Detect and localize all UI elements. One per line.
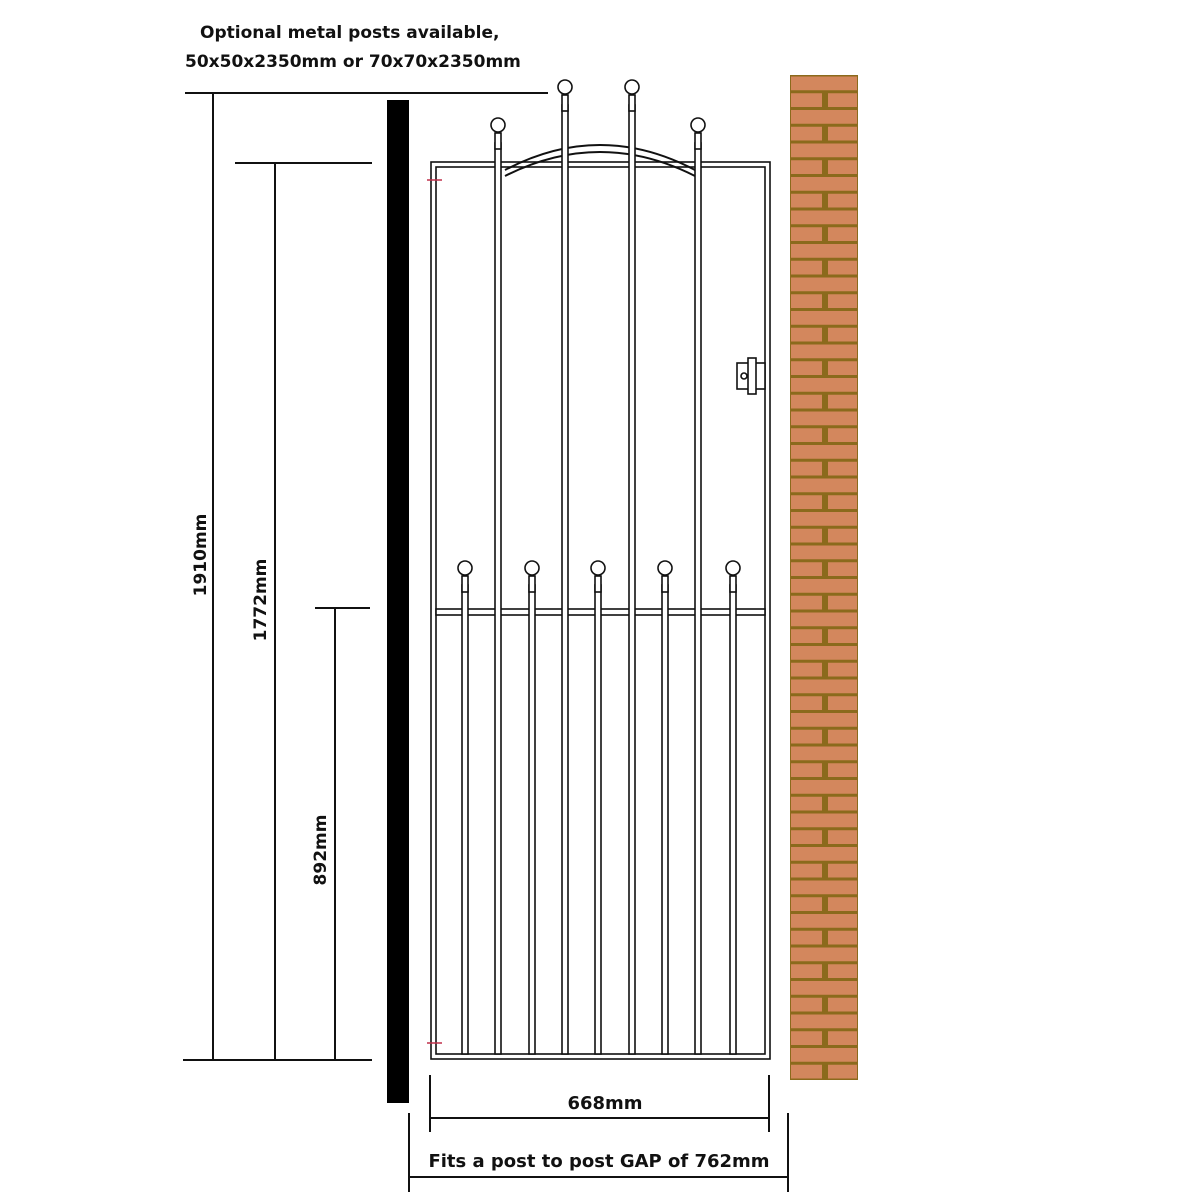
brick	[791, 931, 822, 945]
brick	[791, 395, 822, 409]
brick	[791, 211, 857, 225]
brick	[791, 110, 857, 124]
gate	[427, 80, 770, 1059]
finial-ball	[458, 561, 472, 575]
brick	[791, 345, 857, 359]
brick	[791, 495, 822, 509]
header-line-1: Optional metal posts available,	[200, 23, 500, 43]
brick	[791, 127, 822, 141]
metal-post	[387, 100, 409, 1103]
brick	[791, 864, 822, 878]
brick	[791, 244, 857, 258]
brick	[791, 428, 822, 442]
brick	[791, 144, 857, 158]
brick	[791, 629, 822, 643]
gate-height-label: 1772mm	[251, 558, 271, 642]
finial-collar	[695, 133, 701, 149]
brick	[791, 797, 822, 811]
brick	[791, 847, 857, 861]
brick	[791, 814, 857, 828]
brick	[828, 395, 857, 409]
brick	[791, 680, 857, 694]
brick	[791, 713, 857, 727]
brick	[828, 629, 857, 643]
post-gap-dimension	[409, 1113, 788, 1192]
brick	[828, 428, 857, 442]
brick	[791, 646, 857, 660]
brick	[791, 747, 857, 761]
brick	[828, 294, 857, 308]
brick	[828, 1031, 857, 1045]
finial-collar	[730, 576, 736, 592]
brick	[828, 830, 857, 844]
brick	[791, 663, 822, 677]
brick	[828, 696, 857, 710]
finial-collar	[629, 95, 635, 111]
brick	[791, 948, 857, 962]
brick	[791, 562, 822, 576]
finial-ball	[591, 561, 605, 575]
lower-gate-bar	[595, 585, 601, 1054]
brick	[828, 964, 857, 978]
brick	[791, 462, 822, 476]
brick	[828, 361, 857, 375]
width-dimension-668	[430, 1075, 769, 1132]
finial-ball	[491, 118, 505, 132]
brick	[828, 562, 857, 576]
brick	[791, 696, 822, 710]
brick	[791, 596, 822, 610]
finial-collar	[495, 133, 501, 149]
brick	[828, 462, 857, 476]
brick	[791, 881, 857, 895]
brick	[791, 261, 822, 275]
lower-gate-bar	[462, 585, 468, 1054]
brick	[791, 897, 822, 911]
wall-mortar	[790, 75, 858, 1080]
brick	[791, 378, 857, 392]
gate-bar	[695, 143, 701, 1054]
brick	[791, 77, 857, 91]
brick	[791, 1065, 822, 1079]
brick	[828, 931, 857, 945]
brick	[791, 93, 822, 107]
brick	[828, 261, 857, 275]
finial-collar	[595, 576, 601, 592]
brick	[791, 914, 857, 928]
brick	[828, 194, 857, 208]
brick	[828, 227, 857, 241]
brick	[828, 897, 857, 911]
brick	[828, 596, 857, 610]
gate-bar	[562, 105, 568, 1054]
brick	[828, 663, 857, 677]
brick	[828, 763, 857, 777]
brick	[791, 294, 822, 308]
finial-ball	[658, 561, 672, 575]
brick	[828, 1065, 857, 1079]
brick	[828, 93, 857, 107]
finial-ball	[691, 118, 705, 132]
brick	[791, 964, 822, 978]
brick	[828, 730, 857, 744]
brick	[791, 763, 822, 777]
height-dimension-1910	[183, 93, 548, 1060]
gate-width-label: 668mm	[567, 1093, 643, 1114]
brick	[791, 981, 857, 995]
finial-collar	[462, 576, 468, 592]
finial-ball	[625, 80, 639, 94]
brick	[791, 1015, 857, 1029]
header-line-2: 50x50x2350mm or 70x70x2350mm	[185, 52, 521, 72]
brick	[791, 278, 857, 292]
lower-gate-bar	[662, 585, 668, 1054]
finial-ball	[726, 561, 740, 575]
brick	[791, 1048, 857, 1062]
brick	[791, 780, 857, 794]
brick	[828, 328, 857, 342]
overall-height-label: 1910mm	[191, 513, 211, 597]
gate-bar	[495, 143, 501, 1054]
brick	[791, 361, 822, 375]
brick	[828, 797, 857, 811]
brick	[791, 1031, 822, 1045]
gate-bar	[629, 105, 635, 1054]
brick	[828, 864, 857, 878]
brick	[791, 512, 857, 526]
brick	[791, 445, 857, 459]
finial-ball	[558, 80, 572, 94]
brick	[791, 160, 822, 174]
brick	[791, 311, 857, 325]
height-dimension-1772	[235, 163, 372, 1060]
brick	[828, 529, 857, 543]
brick	[791, 830, 822, 844]
brick	[791, 227, 822, 241]
brick-wall	[790, 75, 858, 1080]
brick	[791, 328, 822, 342]
brick	[791, 730, 822, 744]
brick	[791, 546, 857, 560]
brick	[791, 479, 857, 493]
finial-collar	[562, 95, 568, 111]
brick	[828, 160, 857, 174]
brick	[791, 579, 857, 593]
lower-gate-bar	[529, 585, 535, 1054]
brick	[791, 177, 857, 191]
brick	[828, 495, 857, 509]
post-gap-label: Fits a post to post GAP of 762mm	[428, 1151, 770, 1172]
height-dimension-892	[311, 608, 370, 1060]
brick	[791, 194, 822, 208]
brick	[791, 529, 822, 543]
mid-rail-height-label: 892mm	[311, 814, 331, 886]
brick	[791, 998, 822, 1012]
finial-collar	[662, 576, 668, 592]
finial-collar	[529, 576, 535, 592]
finial-ball	[525, 561, 539, 575]
latch	[737, 358, 765, 394]
brick	[791, 412, 857, 426]
lower-gate-bar	[730, 585, 736, 1054]
brick	[828, 998, 857, 1012]
brick	[791, 613, 857, 627]
brick	[828, 127, 857, 141]
